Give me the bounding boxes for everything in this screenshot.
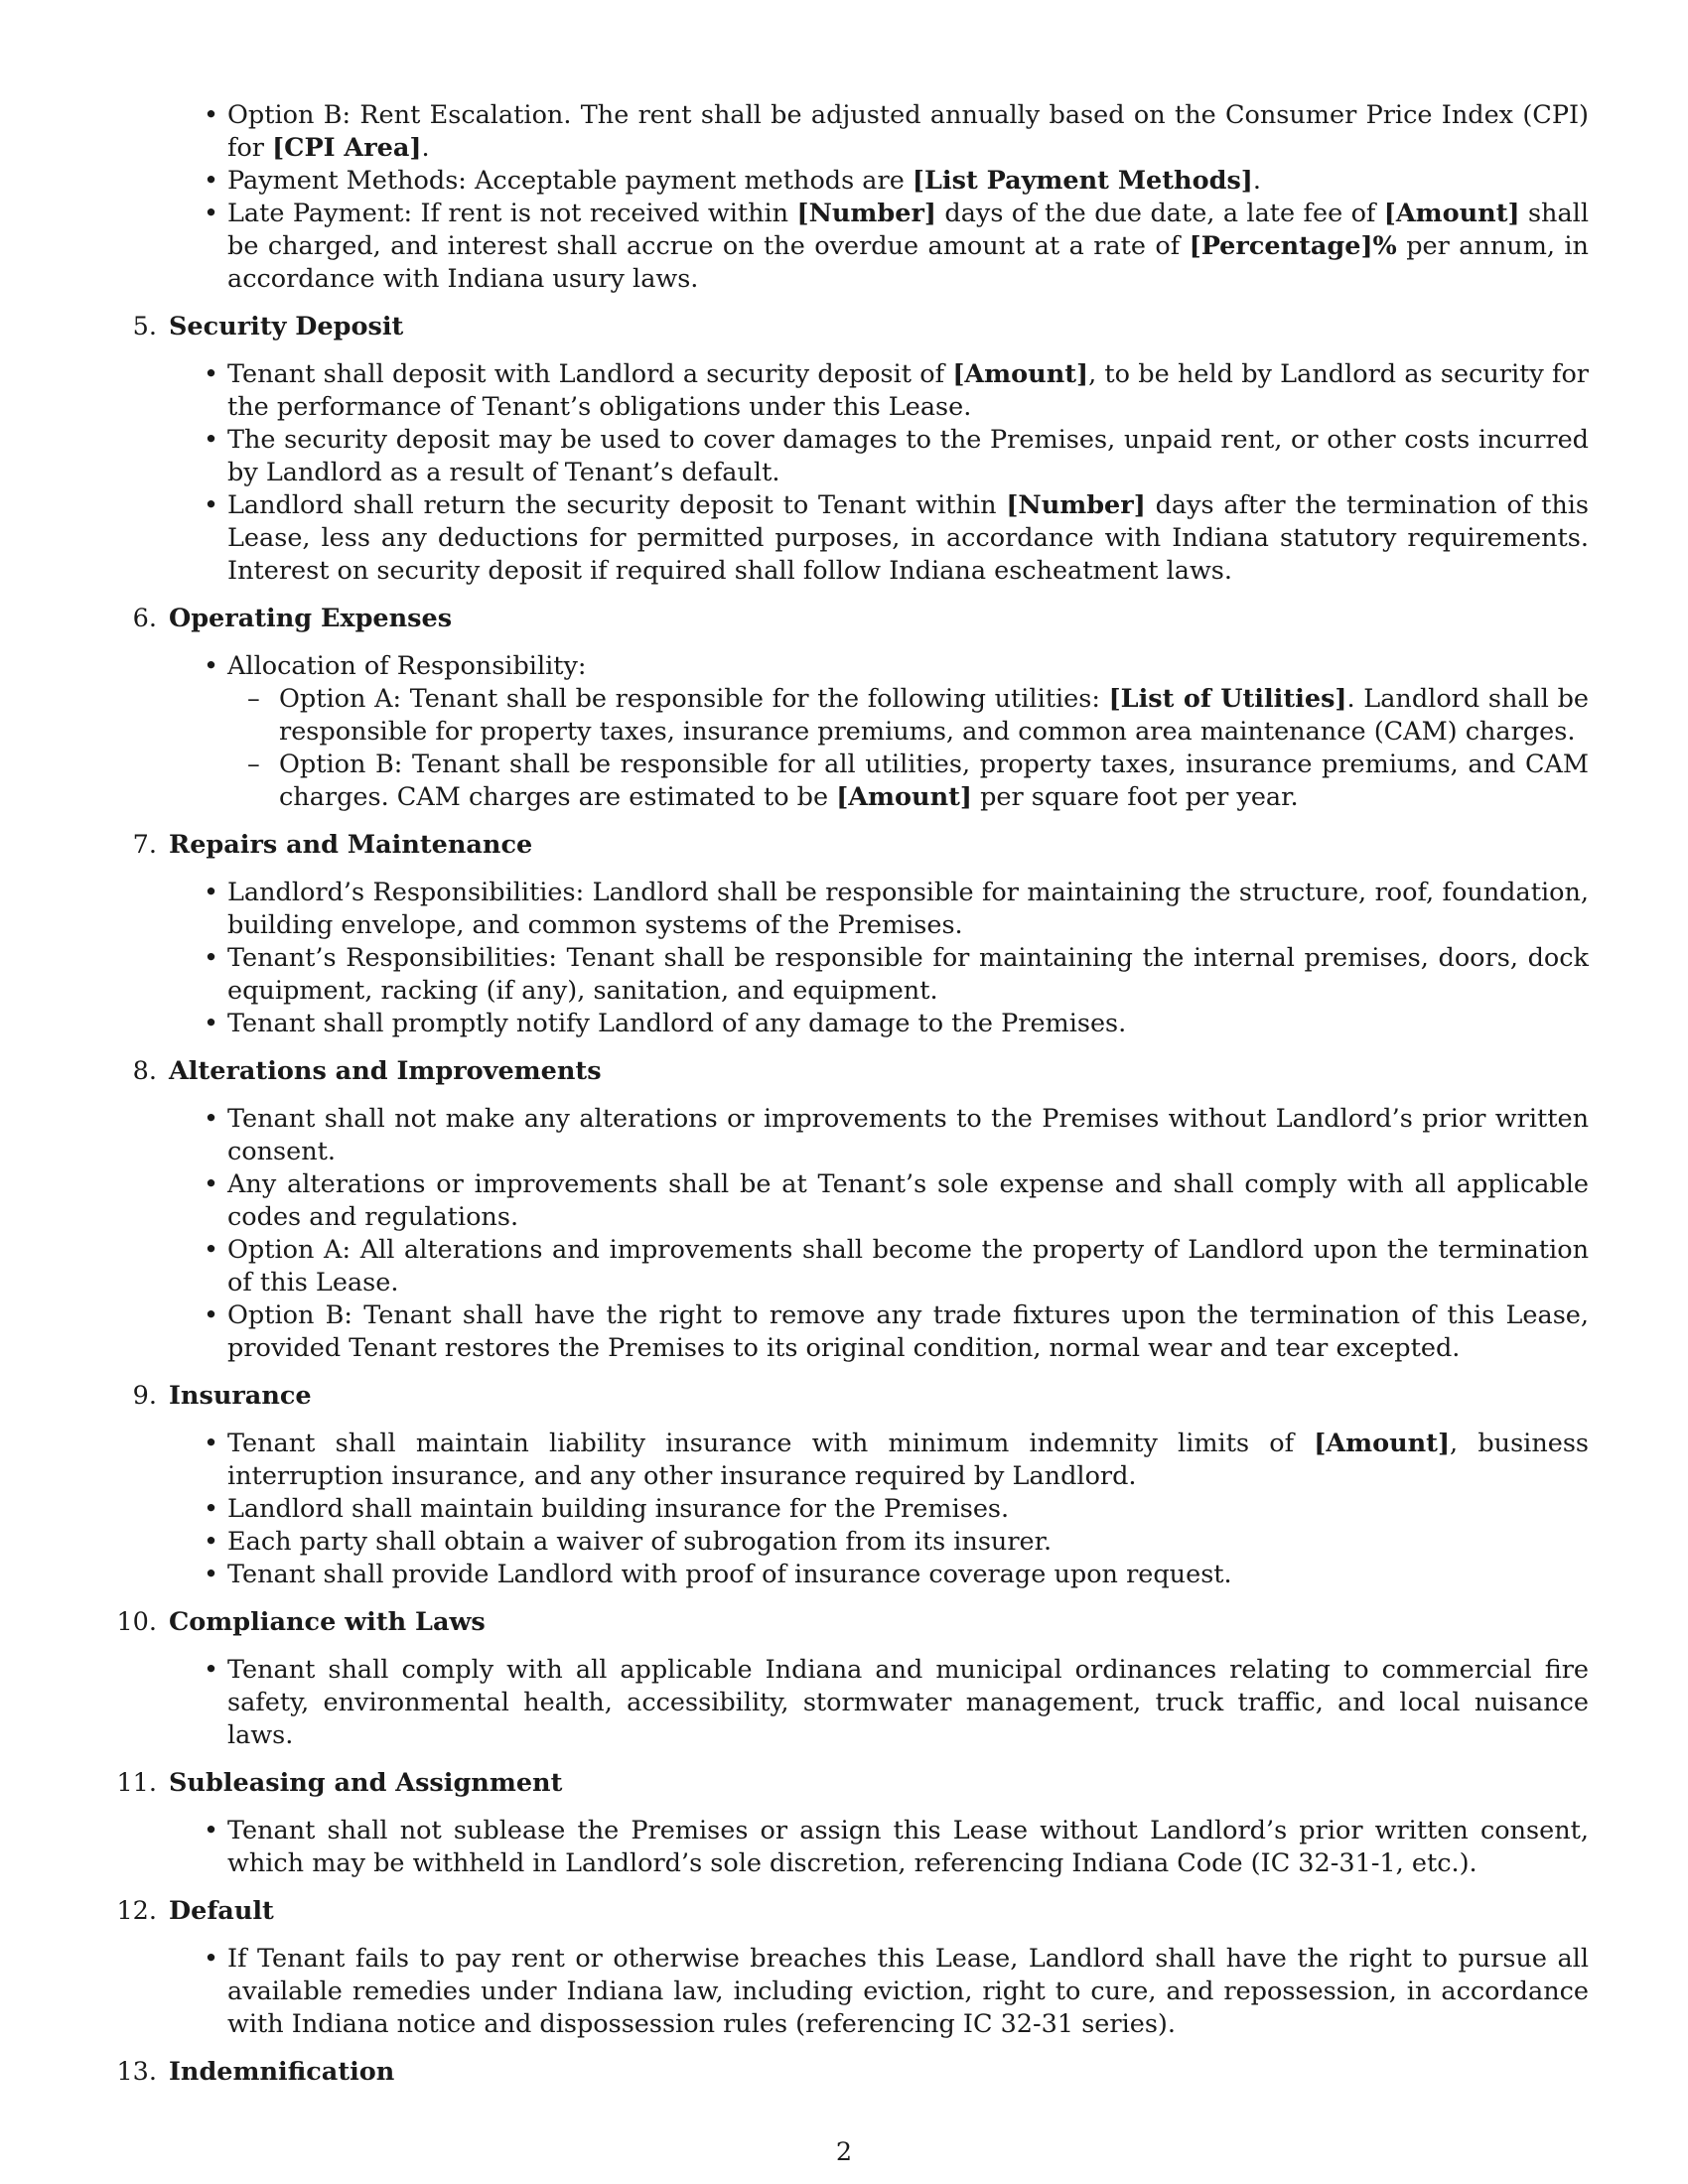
- list-item: • The security deposit may be used to cover damages to the Premises, unpaid rent, or other costs incurred by Landlord as a result of Tenant’s default.: [119, 424, 1589, 489]
- list-item: • Tenant shall deposit with Landlord a security deposit of [Amount], to be held by Landlord as security for the performance of Tenant’s obligations under this Lease.: [119, 358, 1589, 424]
- section-heading: [119, 829, 1589, 862]
- section-title: Security Deposit: [169, 312, 404, 341]
- section-number: 7.: [132, 830, 157, 860]
- section-alterations-improvements: [119, 1055, 1589, 1365]
- section-heading: [119, 603, 1589, 635]
- section-insurance: [119, 1380, 1589, 1591]
- section-number: 6.: [132, 604, 157, 633]
- rent-continuation-list: [119, 99, 1589, 296]
- list-item: • Tenant shall provide Landlord with proof of insurance coverage upon request.: [119, 1559, 1589, 1591]
- section-heading: [119, 1055, 1589, 1088]
- list-item: • If Tenant fails to pay rent or otherwise breaches this Lease, Landlord shall have the right to pursue all available remedies under Indiana law, including eviction, right to cure, and repossession, in accordance with Indiana notice and dispossession rules (referencing IC 32-31 series).: [119, 1943, 1589, 2041]
- section-subleasing-assignment: [116, 1767, 1589, 1880]
- section-title: Subleasing and Assignment: [169, 1768, 563, 1798]
- section-heading: [116, 1767, 1589, 1800]
- section-title: Default: [169, 1896, 274, 1926]
- section-number: 10.: [116, 1607, 157, 1637]
- list-item: • Tenant shall comply with all applicable Indiana and municipal ordinances relating to commercial fire safety, environmental health, accessibility, stormwater management, truck traffic, and local nuisance laws.: [119, 1654, 1589, 1752]
- section-number: 5.: [132, 312, 157, 341]
- section-list: [119, 1815, 1589, 1880]
- section-list: [119, 1654, 1589, 1752]
- sub-list: [227, 683, 1589, 814]
- section-security-deposit: [119, 311, 1589, 588]
- section-number: 12.: [116, 1896, 157, 1926]
- list-item: • Tenant shall maintain liability insurance with minimum indemnity limits of [Amount], business interruption insurance, and any other insurance required by Landlord.: [119, 1428, 1589, 1493]
- list-item: • Allocation of Responsibility: – Option A: Tenant shall be responsible for the following utilities: [List of Utilities]. Landlord shall be responsible for property taxes, insurance premiums, and common area maintenance (CAM) charges. – Option B: Tenant shall be responsible for all utilities, property taxes, insurance premiums, and CAM charges. CAM charges are estimated to be [Amount] per square foot per year.: [119, 650, 1589, 814]
- section-repairs-maintenance: [119, 829, 1589, 1040]
- section-default: [116, 1895, 1589, 2041]
- list-item: • Tenant shall not sublease the Premises or assign this Lease without Landlord’s prior written consent, which may be withheld in Landlord’s sole discretion, referencing Indiana Code (IC 32-31-1, etc.).: [119, 1815, 1589, 1880]
- section-list: [119, 358, 1589, 588]
- section-title: Alterations and Improvements: [169, 1056, 602, 1086]
- section-indemnification: [116, 2056, 1589, 2089]
- list-item: • Landlord shall maintain building insurance for the Premises.: [119, 1493, 1589, 1526]
- section-list: [119, 1428, 1589, 1591]
- section-heading: [116, 2056, 1589, 2089]
- list-item: • Option B: Tenant shall have the right to remove any trade fixtures upon the termination of this Lease, provided Tenant restores the Premises to its original condition, normal wear and tear excepted.: [119, 1299, 1589, 1365]
- section-title: Compliance with Laws: [169, 1607, 486, 1637]
- section-number: 13.: [116, 2057, 157, 2087]
- section-title: Repairs and Maintenance: [169, 830, 533, 860]
- list-item: • Tenant’s Responsibilities: Tenant shall be responsible for maintaining the internal premises, doors, dock equipment, racking (if any), sanitation, and equipment.: [119, 942, 1589, 1008]
- section-heading: [116, 1606, 1589, 1639]
- page-number: 2: [835, 2137, 853, 2167]
- list-item: • Option A: All alterations and improvements shall become the property of Landlord upon the termination of this Lease.: [119, 1234, 1589, 1299]
- list-item: • Tenant shall not make any alterations or improvements to the Premises without Landlord’s prior written consent.: [119, 1103, 1589, 1168]
- list-item: • Landlord’s Responsibilities: Landlord shall be responsible for maintaining the structure, roof, foundation, building envelope, and common systems of the Premises.: [119, 877, 1589, 942]
- section-heading: [119, 1380, 1589, 1413]
- document-body: [116, 99, 1590, 2104]
- section-heading: [116, 1895, 1589, 1928]
- section-number: 9.: [132, 1381, 157, 1411]
- list-item: • Late Payment: If rent is not received within [Number] days of the due date, a late fee of [Amount] shall be charged, and interest shall accrue on the overdue amount at a rate of [Percentage]% per annum, in accordance with Indiana usury laws.: [119, 198, 1589, 296]
- section-title: Insurance: [169, 1381, 312, 1411]
- section-list: [119, 877, 1589, 1040]
- list-item: • Tenant shall promptly notify Landlord of any damage to the Premises.: [119, 1008, 1589, 1040]
- section-title: Operating Expenses: [169, 604, 453, 633]
- section-list: [119, 650, 1589, 814]
- section-number: 8.: [132, 1056, 157, 1086]
- sub-list-item: – Option B: Tenant shall be responsible for all utilities, property taxes, insurance premiums, and CAM charges. CAM charges are estimated to be [Amount] per square foot per year.: [227, 749, 1589, 814]
- list-item: • Payment Methods: Acceptable payment methods are [List Payment Methods].: [119, 165, 1589, 198]
- section-operating-expenses: [119, 603, 1589, 814]
- section-number: 11.: [116, 1768, 157, 1798]
- section-compliance-laws: [116, 1606, 1589, 1752]
- section-list: [119, 1943, 1589, 2041]
- list-item: • Option B: Rent Escalation. The rent shall be adjusted annually based on the Consumer Price Index (CPI) for [CPI Area].: [119, 99, 1589, 165]
- section-list: [119, 1103, 1589, 1365]
- sub-list-item: – Option A: Tenant shall be responsible for the following utilities: [List of Utilities]. Landlord shall be responsible for property taxes, insurance premiums, and common area maintenance (CAM) charges.: [227, 683, 1589, 749]
- section-title: Indemnification: [169, 2057, 395, 2087]
- section-heading: [119, 311, 1589, 343]
- list-item: • Landlord shall return the security deposit to Tenant within [Number] days after the termination of this Lease, less any deductions for permitted purposes, in accordance with Indiana statutory requirements. Interest on security deposit if required shall follow Indiana escheatment laws.: [119, 489, 1589, 588]
- list-item: • Each party shall obtain a waiver of subrogation from its insurer.: [119, 1526, 1589, 1559]
- list-item: • Any alterations or improvements shall be at Tenant’s sole expense and shall comply with all applicable codes and regulations.: [119, 1168, 1589, 1234]
